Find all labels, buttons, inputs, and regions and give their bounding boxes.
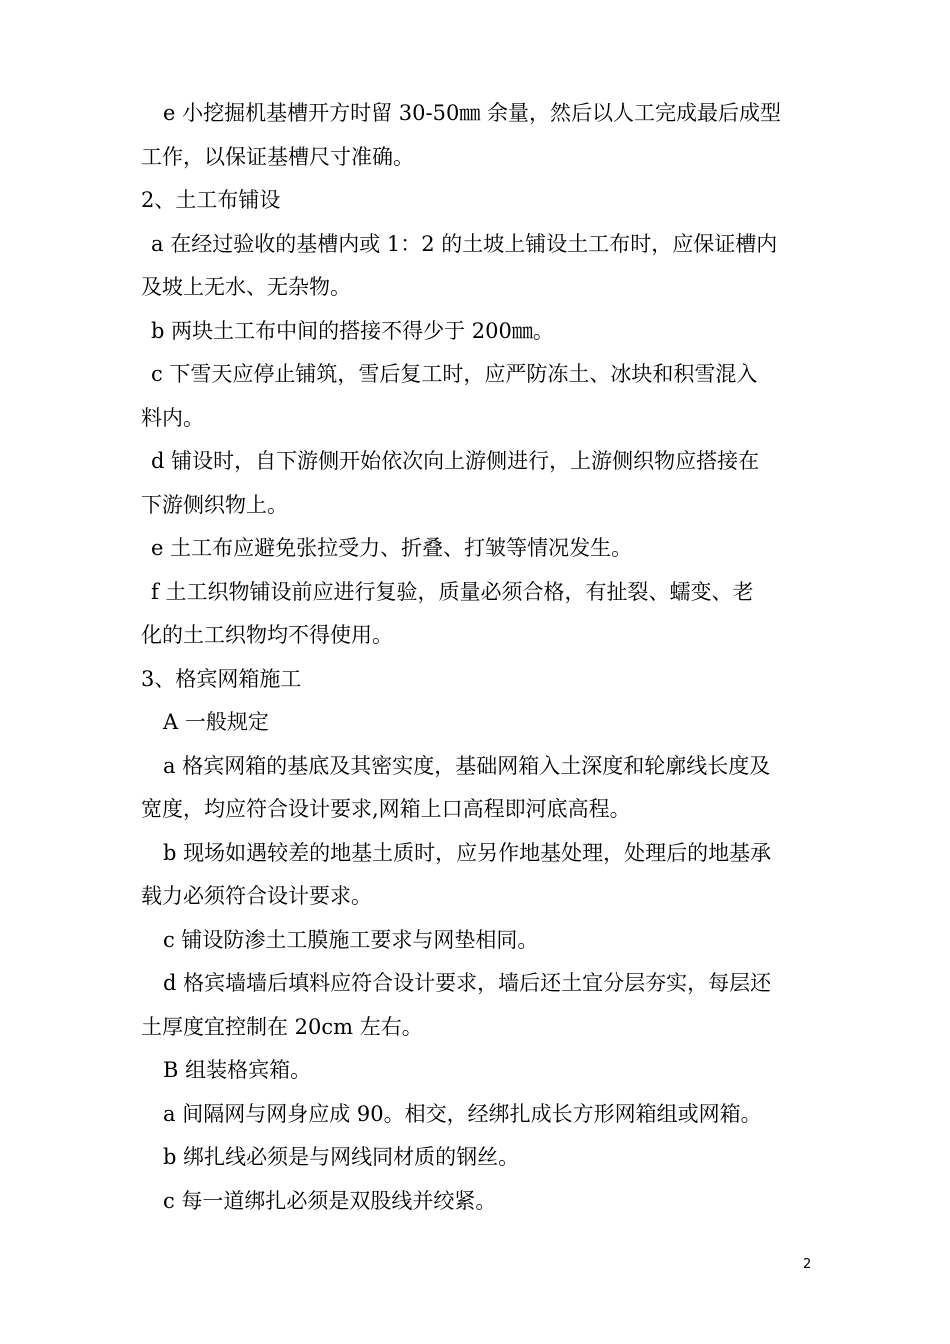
page-number: 2: [803, 1257, 812, 1272]
text-line: 土厚度宜控制在 20cm 左右。: [141, 1014, 423, 1039]
text-line: 载力必须符合设计要求。: [141, 884, 372, 908]
text-line: 下游侧织物上。: [141, 492, 288, 517]
text-line: a 格宾网箱的基底及其密实度，基础网箱入土深度和轮廓线长度及: [163, 753, 771, 778]
section-heading: 3、格宾网箱施工: [141, 666, 302, 691]
text-line: c 每一道绑扎必须是双股线并绞紧。: [163, 1188, 497, 1213]
text-line: d 铺设时，自下游侧开始依次向上游侧进行，上游侧织物应搭接在: [151, 449, 760, 473]
subsection-heading: A 一般规定: [163, 710, 269, 734]
text-line: d 格宾墙墙后填料应符合设计要求，墙后还土宜分层夯实，每层还: [163, 971, 772, 995]
text-line: c 铺设防渗土工膜施工要求与网垫相同。: [163, 927, 539, 952]
section-heading: 2、土工布铺设: [141, 188, 281, 212]
text-line: c 下雪天应停止铺筑，雪后复工时，应严防冻土、冰块和积雪混入: [151, 362, 758, 386]
text-line: e 小挖掘机基槽开方时留 30-50㎜ 余量，然后以人工完成最后成型: [163, 101, 781, 125]
text-line: e 土工布应避免张拉受力、折叠、打皱等情况发生。: [151, 536, 633, 560]
text-line: b 两块土工布中间的搭接不得少于 200㎜。: [151, 318, 554, 343]
text-line: 料内。: [141, 405, 204, 430]
text-line: f 土工织物铺设前应进行复验，质量必须合格，有扯裂、蠕变、老: [151, 579, 754, 604]
subsection-heading: B 组装格宾箱。: [163, 1058, 312, 1082]
text-line: 宽度，均应符合设计要求,网箱上口高程即河底高程。: [141, 797, 631, 821]
text-line: 工作，以保证基槽尺寸准确。: [141, 144, 414, 169]
text-line: b 绑扎线必须是与网线同材质的钢丝。: [163, 1145, 520, 1169]
text-line: a 在经过验收的基槽内或 1：2 的土坡上铺设土工布时，应保证槽内: [151, 231, 778, 256]
text-line: 化的土工织物均不得使用。: [141, 623, 393, 647]
text-line: a 间隔网与网身应成 90。相交，经绑扎成长方形网箱组或网箱。: [163, 1101, 762, 1126]
text-line: b 现场如遇较差的地基土质时，应另作地基处理，处理后的地基承: [163, 840, 772, 865]
text-line: 及坡上无水、无杂物。: [141, 275, 351, 299]
document-body: [141, 92, 809, 1223]
